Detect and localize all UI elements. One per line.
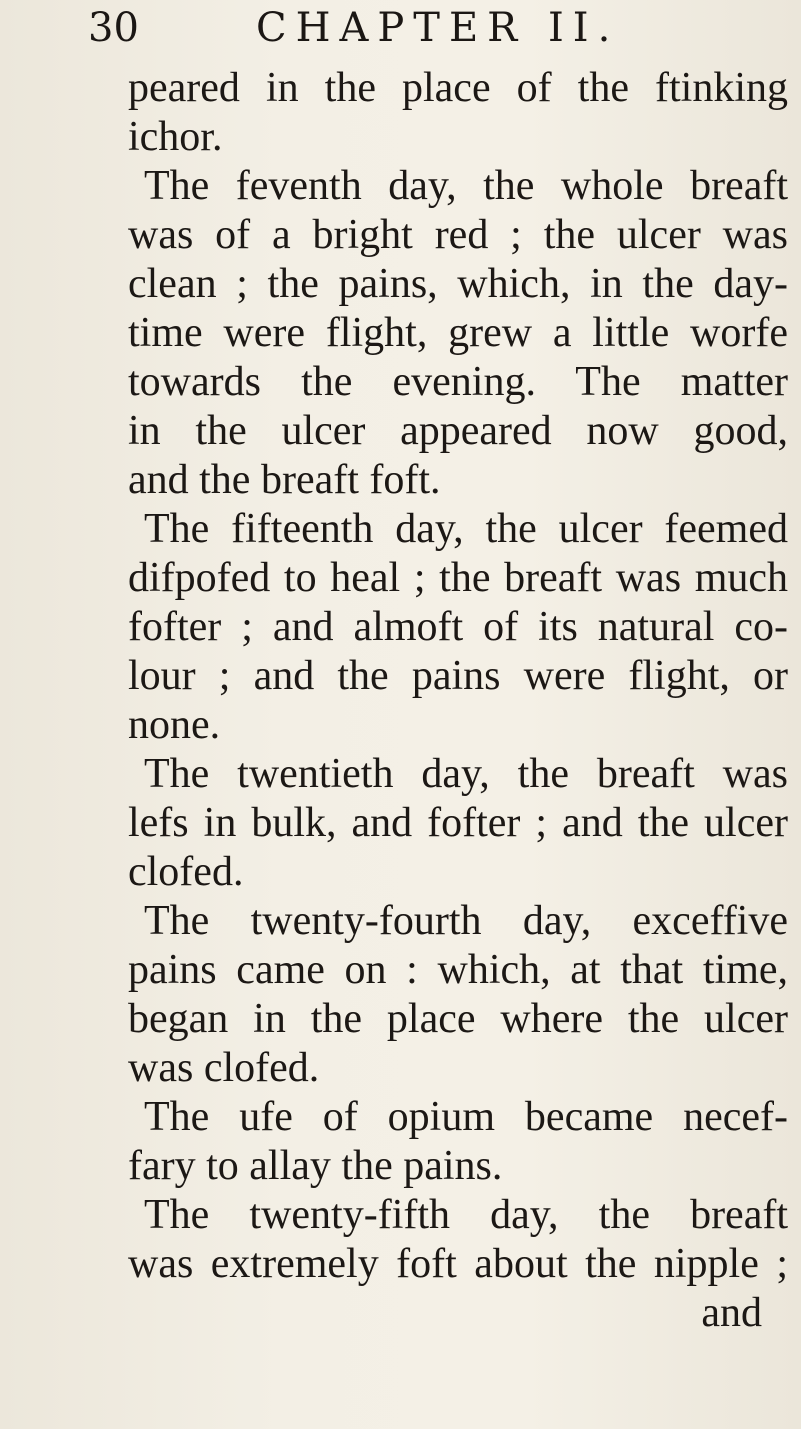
page-number: 30 [88, 5, 139, 51]
text-line: in the ulcer appeared now good, [128, 408, 788, 454]
text-line: The twenty-fourth day, exceffive [144, 898, 788, 944]
text-line: and the breaft foft. [128, 457, 441, 503]
text-line: lefs in bulk, and fofter ; and the ulcer [128, 800, 788, 846]
text-line: began in the place where the ulcer [128, 996, 788, 1042]
text-line: time were flight, grew a little worfe [128, 310, 788, 356]
running-head [88, 2, 728, 54]
text-line: was of a bright red ; the ulcer was [128, 212, 788, 258]
text-line: none. [128, 702, 221, 748]
text-line: The feventh day, the whole breaft [144, 163, 788, 209]
text-line: clofed. [128, 849, 244, 895]
text-line: ichor. [128, 114, 223, 160]
text-line: The ufe of opium became necef- [144, 1094, 788, 1140]
text-line: fary to allay the pains. [128, 1143, 503, 1189]
text-line: The twentieth day, the breaft was [144, 751, 788, 797]
text-line: was extremely foft about the nipple ; [128, 1241, 788, 1287]
body-text [128, 64, 788, 1338]
text-line: The fifteenth day, the ulcer feemed [144, 506, 788, 552]
chapter-title: CHAPTER II. [256, 5, 620, 51]
text-line: The twenty-fifth day, the breaft [144, 1192, 788, 1238]
text-line: peared in the place of the ftinking [128, 65, 788, 111]
text-line: lour ; and the pains were flight, or [128, 653, 788, 699]
catchword: and [701, 1290, 762, 1336]
text-line: was clofed. [128, 1045, 320, 1091]
text-line: pains came on : which, at that time, [128, 947, 788, 993]
text-line: difpofed to heal ; the breaft was much [128, 555, 788, 601]
text-line: towards the evening. The matter [128, 359, 788, 405]
text-line: clean ; the pains, which, in the day- [128, 261, 788, 307]
text-line: fofter ; and almoft of its natural co- [128, 604, 788, 650]
